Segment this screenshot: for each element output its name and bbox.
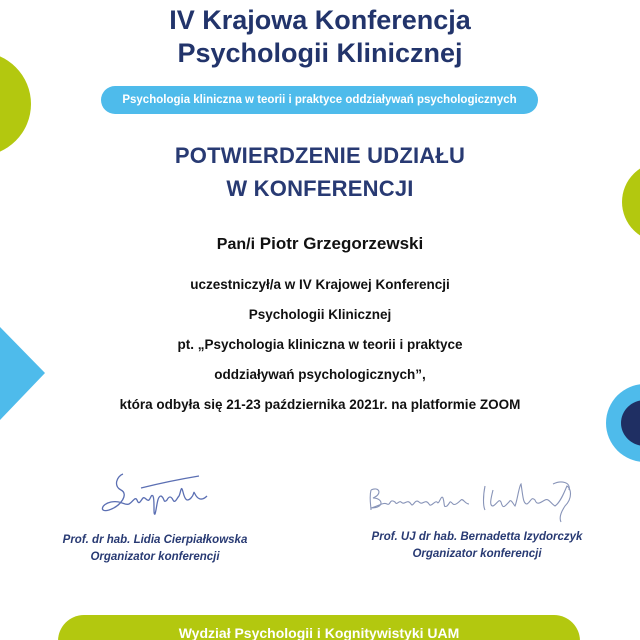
conference-title-line2: Psychologii Klinicznej xyxy=(177,38,463,68)
recipient xyxy=(0,232,640,257)
conference-subtitle-badge: Psychologia kliniczna w teorii i praktyce oddziaływań psychologicznych xyxy=(101,86,538,114)
body-line: która odbyła się 21-23 października 2021r. na platformie ZOOM xyxy=(119,397,521,412)
signatory-left xyxy=(50,532,260,566)
certificate-heading xyxy=(0,139,640,205)
footer-faculty-banner xyxy=(58,615,580,640)
body-line: oddziaływań psychologicznych”, xyxy=(214,367,426,382)
conference-title-line1: IV Krajowa Konferencja xyxy=(169,5,471,35)
body-line: Psychologii Klinicznej xyxy=(248,307,392,322)
signature-left-image xyxy=(95,466,220,526)
body-line: uczestniczył/a w IV Krajowej Konferencji xyxy=(190,277,450,292)
signatory-right-name: Prof. UJ dr hab. Bernadetta Izydorczyk xyxy=(371,531,583,543)
recipient-name: Piotr Grzegorzewski xyxy=(259,234,424,253)
footer-faculty-name: Wydział Psychologii i Kognitywistyki UAM xyxy=(178,625,460,640)
signatory-right xyxy=(352,529,602,563)
certificate-heading-line1: POTWIERDZENIE UDZIAŁU xyxy=(174,143,466,168)
signatory-left-role: Organizator konferencji xyxy=(90,551,220,563)
conference-title xyxy=(0,4,640,70)
recipient-prefix: Pan/i xyxy=(216,236,256,253)
signature-right-image xyxy=(365,476,580,526)
certificate-heading-line2: W KONFERENCJI xyxy=(226,176,414,201)
signatory-right-role: Organizator konferencji xyxy=(412,548,542,560)
signatory-left-name: Prof. dr hab. Lidia Cierpiałkowska xyxy=(62,534,248,546)
certificate-body xyxy=(0,273,640,423)
body-line: pt. „Psychologia kliniczna w teorii i praktyce xyxy=(177,337,463,352)
